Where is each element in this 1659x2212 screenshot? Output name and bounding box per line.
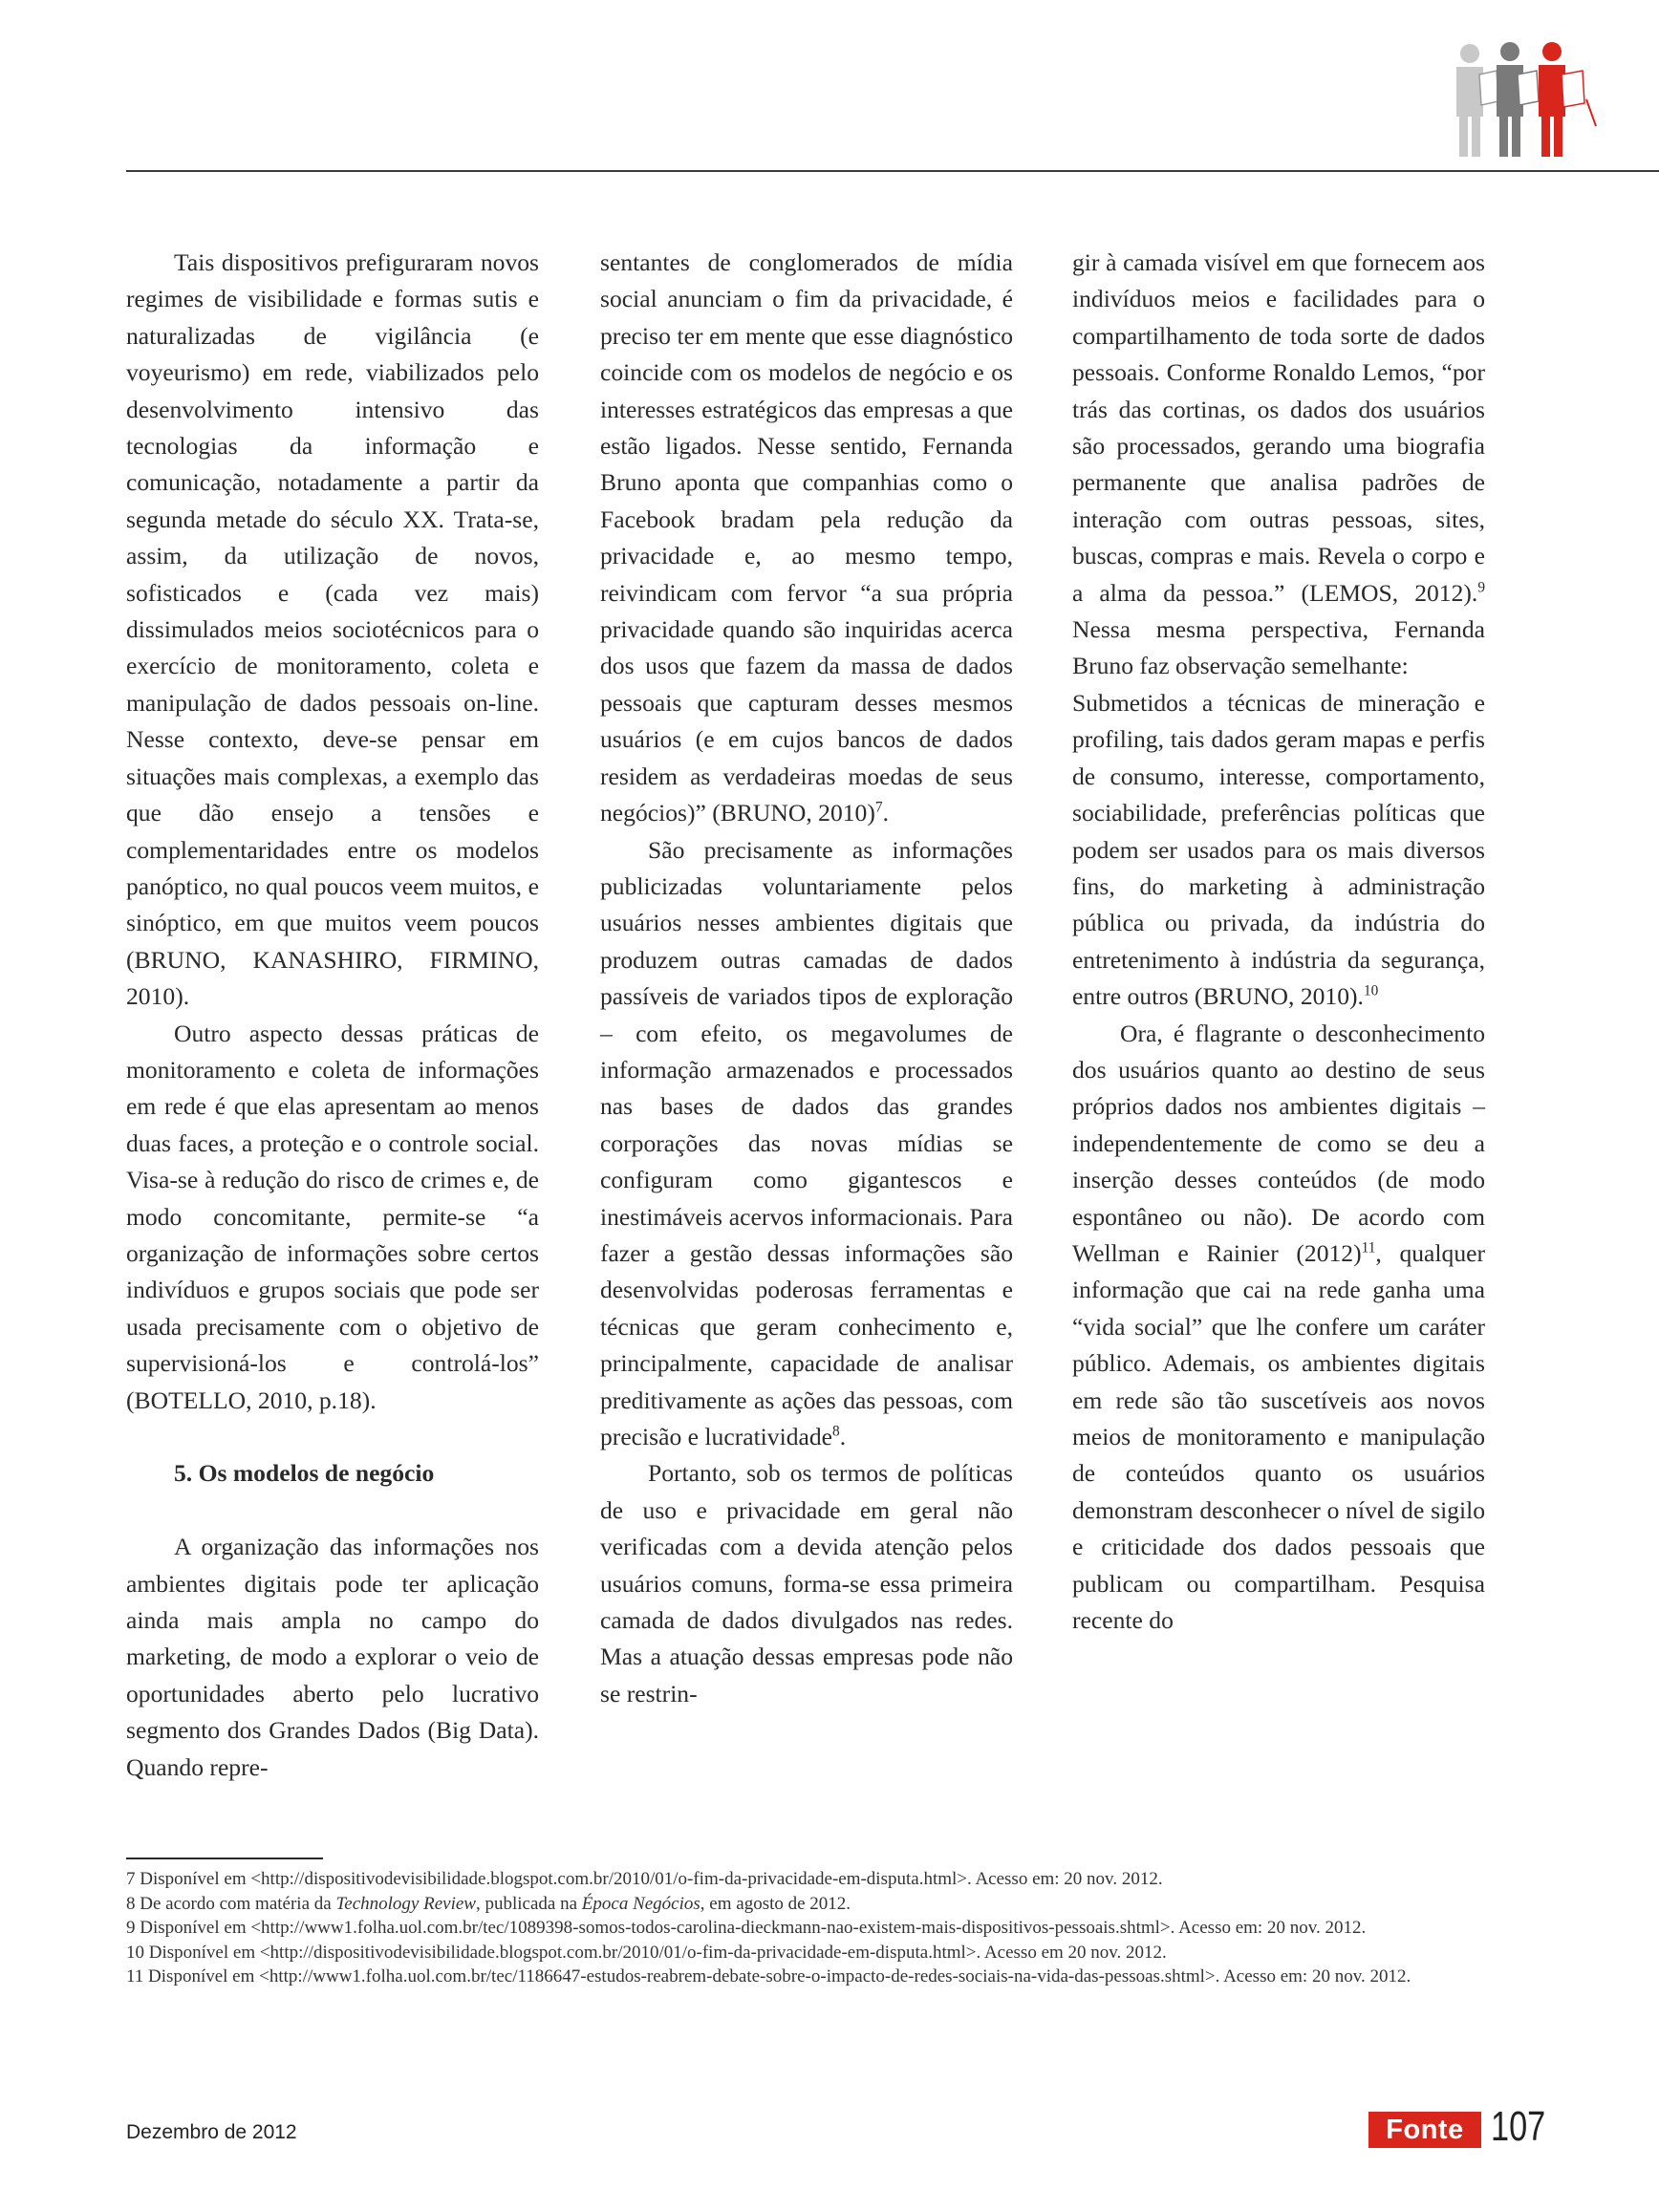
footnote-8: 8 De acordo com matéria da Technology Review, publicada na Época Negócios, em agosto de 2012. (126, 1893, 851, 1914)
footnote-ref: 10 (1363, 982, 1379, 999)
paragraph: Ora, é flagrante o desconhecimento dos usuários quanto ao destino de seus próprios dados nos ambientes digitais – independentemente de como se deu a inserção desses conteúdos (de modo espontâneo ou não). De acordo com Wellman e Rainier $(2012)^{11}$, qualquer informação que cai na rede ganha uma “vida social” que lhe confere um caráter público. Ademais, os ambientes digitais em rede são tão suscetíveis aos novos meios de monitoramento e manipulação de conteúdos quanto os usuários demonstram desconhecer o nível de sigilo e criticidade dos dados pessoais que publicam ou compartilham. Pesquisa recente do (1072, 1019, 1486, 1635)
text-column-3 (1072, 245, 1485, 1639)
footnote-rule (126, 1858, 323, 1859)
paragraph: sentantes de conglomerados de mídia social anunciam o fim da privacidade, é preciso ter em mente que esse diagnóstico coincide com os modelos de negócio e os interesses estratégicos das empresas a que estão ligados. Nesse sentido, Fernanda Bruno aponta que companhias como o Facebook bradam pela redução da privacidade e, ao mesmo tempo, reivindicam com fervor “a sua própria privacidade quando são inquiridas acerca dos usos que fazem da massa de dados pessoais que capturam desses mesmos usuários (e em cujos bancos de dados residem as verdadeiras moedas de seus negócios)” (BRUNO, 2010)$^7$. (600, 248, 1013, 827)
text-column-2 (600, 245, 1013, 1712)
footnote-ref: 8 (832, 1423, 840, 1440)
paragraph: Outro aspecto dessas práticas de monitoramento e coleta de informações em rede é que elas apresentam ao menos duas faces, a proteção e o controle social. Visa-se à redução do risco de crimes e, de modo concomitante, permite-se “a organização de informações sobre certos indivíduos e grupos sociais que pode ser usada precisamente com o objetivo de supervisioná-los e controlá-los” (BOTELLO, 2010, p.18). (126, 1019, 539, 1414)
footnotes (126, 1867, 1487, 1989)
brand-logo: Fonte (1368, 2112, 1481, 2148)
paragraph: São precisamente as informações publicizadas voluntariamente pelos usuários nesses ambientes digitais que produzem outras camadas de dados passíveis de variados tipos de exploração – com efeito, os megavolumes de informação armazenados e processados nas bases de dados das grandes corporações das novas mídias se configuram como gigantescos e inestimáveis acervos informacionais. Para fazer a gestão dessas informações são desenvolvidas poderosas ferramentas e técnicas que geram conhecimento e, principalmente, capacidade de analisar preditivamente as ações das pessoas, com precisão e lucratividade$^8$. (600, 835, 1013, 1450)
figures-logo-icon (1451, 42, 1604, 159)
footnote-ref: 11 (1361, 1239, 1376, 1256)
paragraph: Portanto, sob os termos de políticas de uso e privacidade em geral não verificadas com a devida atenção pelos usuários comuns, forma-se essa primeira camada de dados divulgados nas redes. Mas a atuação dessas empresas pode não se restrin- (600, 1459, 1013, 1707)
footnote-ref: 7 (874, 799, 883, 816)
footnote-9: 9 Disponível em <http://www1.folha.uol.com.br/tec/1089398-somos-todos-carolina-dieckmann-nao-existem-mais-dispositivos-pessoais.shtml>. Acesso em: 20 nov. 2012. (126, 1918, 1367, 1939)
paragraph: gir à camada visível em que fornecem aos indivíduos meios e facilidades para o compartilhamento de toda sorte de dados pessoais. Conforme Ronaldo Lemos, “por trás das cortinas, os dados dos usuários são processados, gerando uma biografia permanente que analisa padrões de interação com outras pessoas, sites, buscas, compras e mais. Revela o corpo e a alma da pessoa.” (LEMOS, 2012).$^9$ Nessa mesma perspectiva, Fernanda Bruno faz observação semelhante: (1072, 248, 1485, 680)
footnote-ref: 9 (1477, 579, 1485, 596)
text-column-1 (126, 245, 539, 1786)
paragraph: Tais dispositivos prefiguraram novos regimes de visibilidade e formas sutis e naturalizadas de vigilância (e voyeurismo) em rede, viabilizados pelo desenvolvimento intensivo das tecnologias da informação e comunicação, notadamente a partir da segunda metade do século XX. Trata-se, assim, da utilização de novos, sofisticados e (cada vez mais) dissimulados meios sociotécnicos para o exercício de monitoramento, coleta e manipulação de dados pessoais on-line. Nesse contexto, deve-se pensar em situações mais complexas, a exemplo das que dão ensejo a tensões e complementaridades entre os modelos panóptico, no qual poucos veem muitos, e sinóptico, em que muitos veem poucos (BRUNO, KANASHIRO, FIRMINO, 2010). (126, 248, 539, 1011)
page-number: 107 (1491, 2103, 1546, 2150)
header-rule (126, 170, 1659, 172)
issue-date: Dezembro de 2012 (126, 2121, 297, 2143)
footnote-7: 7 Disponível em <http://dispositivodevisibilidade.blogspot.com.br/2010/01/o-fim-da-privacidade-em-disputa.html>. Acesso em: 20 nov. 2012. (126, 1869, 1163, 1889)
block-quote: Submetidos a técnicas de mineração e profiling, tais dados geram mapas e perfis de consumo, interesse, comportamento, sociabilidade, preferências políticas que podem ser usados para os mais diversos fins, do marketing à administração pública ou privada, da indústria do entretenimento à indústria da segurança, entre outros (BRUNO, 2010).$^{10}$ (1072, 688, 1485, 1011)
section-heading: 5. Os modelos de negócio (174, 1459, 435, 1488)
paragraph: A organização das informações nos ambientes digitais pode ter aplicação ainda mais ampla no campo do marketing, de modo a explorar o veio de oportunidades aberto pelo lucrativo segmento dos Grandes Dados (Big Data). Quando repre- (126, 1533, 539, 1781)
footnote-11: 11 Disponível em <http://www1.folha.uol.com.br/tec/1186647-estudos-reabrem-debate-sobre-o-impacto-de-redes-sociais-na-vida-das-pessoas.shtml>. Acesso em: 20 nov. 2012. (126, 1966, 1411, 1987)
footnote-10: 10 Disponível em <http://dispositivodevisibilidade.blogspot.com.br/2010/01/o-fim-da-privacidade-em-disputa.html>. Acesso em 20 nov. 2012. (126, 1942, 1167, 1963)
